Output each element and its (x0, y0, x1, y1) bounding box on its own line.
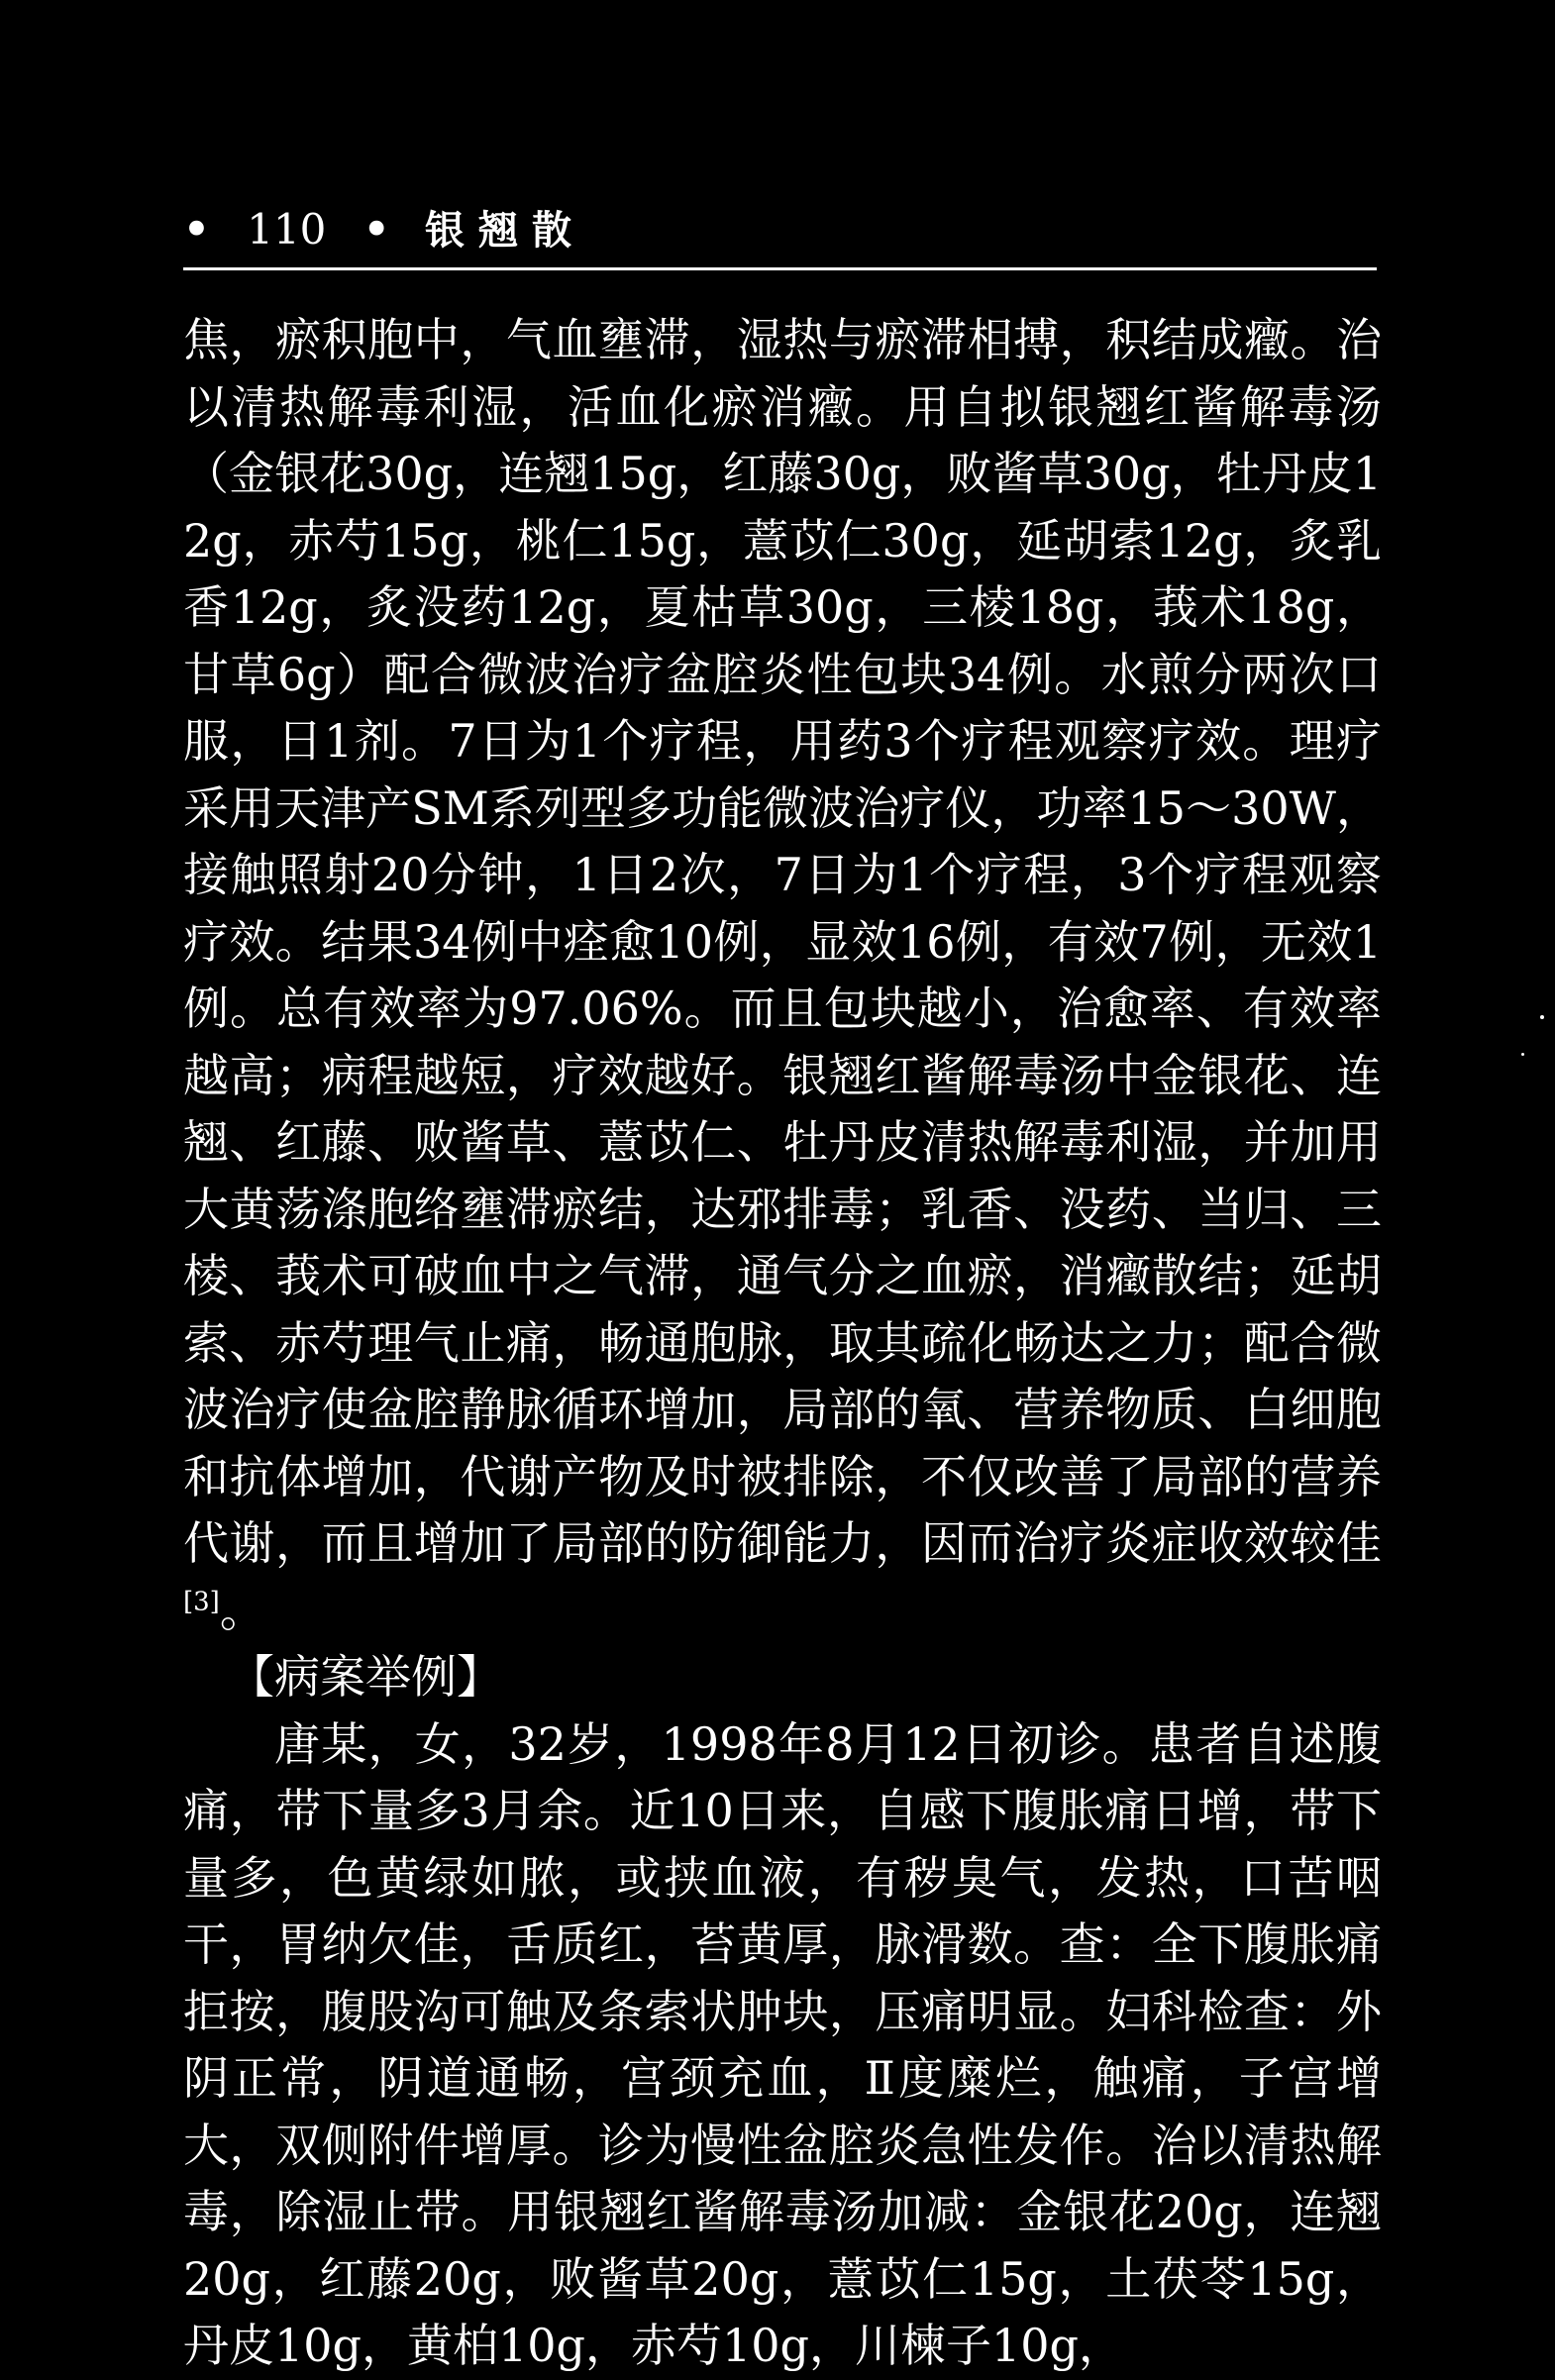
scan-speck (1540, 1015, 1544, 1019)
body-text (183, 307, 1382, 2380)
paragraph-case-report: 唐某，女，32岁，1998年8月12日初诊。患者自述腹痛，带下量多3月余。近10日来，自感下腹胀痛日增，带下量多，色黄绿如脓，或挟血液，有秽臭气，发热，口苦咽干，胃纳欠佳，舌质红，苔黄厚，脉滑数。查：全下腹胀痛拒按，腹股沟可触及条索状肿块，压痛明显。妇科检查：外阴正常，阴道通畅，宫颈充血，Ⅱ度糜烂，触痛，子宫增大，双侧附件增厚。诊为慢性盆腔炎急性发作。治以清热解毒，除湿止带。用银翘红酱解毒汤加减：金银花20g，连翘20g，红藤20g，败酱草20g，薏苡仁15g，土茯苓15g，丹皮10g，黄柏10g，赤芍10g，川楝子10g， (183, 1716, 1382, 2372)
scan-speck (1521, 1053, 1524, 1056)
page-header (183, 198, 1377, 261)
paragraph-treatment-study (183, 307, 1382, 1644)
page-number: 110 (247, 205, 327, 254)
section-heading-case-example: 【病案举例】 (229, 1650, 502, 1704)
header-rule (183, 267, 1377, 270)
running-title: 银翘散 (424, 207, 585, 254)
header-bullet-right: • (363, 205, 390, 254)
paragraph-text: 焦，瘀积胞中，气血壅滞，湿热与瘀滞相搏，积结成癥。治以清热解毒利湿，活血化瘀消癥。用自拟银翘红酱解毒汤（金银花30g，连翘15g，红藤30g，败酱草30g，牡丹皮12g，赤芍15g，桃仁15g，薏苡仁30g，延胡索12g，炙乳香12g，炙没药12g，夏枯草30g，三棱18g，莪术18g，甘草6g）配合微波治疗盆腔炎性包块34例。水煎分两次口服，日1剂。7日为1个疗程，用药3个疗程观察疗效。理疗采用天津产SM系列型多功能微波治疗仪，功率15～30W，接触照射20分钟，1日2次，7日为1个疗程，3个疗程观察疗效。结果34例中痊愈10例，显效16例，有效7例，无效1例。总有效率为97.06%。而且包块越小，治愈率、有效率越高；病程越短，疗效越好。银翘红酱解毒汤中金银花、连翘、红藤、败酱草、薏苡仁、牡丹皮清热解毒利湿，并加用大黄荡涤胞络壅滞瘀结，达邪排毒；乳香、没药、当归、三棱、莪术可破血中之气滞，通气分之血瘀，消癥散结；延胡索、赤芍理气止痛，畅通胞脉，取其疏化畅达之力；配合微波治疗使盆腔静脉循环增加，局部的氧、营养物质、白细胞和抗体增加，代谢产物及时被排除，不仅改善了局部的营养代谢，而且增加了局部的防御能力，因而治疗炎症收效较佳 (183, 313, 1382, 1570)
citation-reference: [3] (183, 1587, 220, 1617)
header-bullet-left: • (183, 205, 210, 254)
paragraph-end-mark: 。 (219, 1583, 265, 1637)
